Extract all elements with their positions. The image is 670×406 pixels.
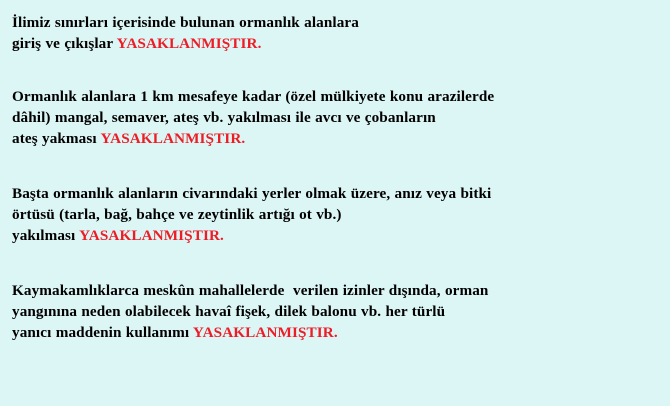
text-line: [12, 225, 662, 246]
highlighted-text-run: YASAKLANMIŞTIR.: [79, 227, 224, 244]
text-line: [12, 280, 662, 301]
highlighted-text-run: YASAKLANMIŞTIR.: [100, 130, 246, 147]
text-line: [12, 183, 662, 204]
text-line: [12, 322, 662, 343]
text-run: dâhil) mangal, semaver, ateş vb. yakılması ile avcı ve çobanların: [12, 109, 436, 126]
text-run: yakılması: [12, 227, 80, 244]
text-run: Ormanlık alanlara 1 km mesafeye kadar (özel mülkiyete konu arazilerde: [12, 88, 495, 105]
text-run: örtüsü (tarla, bağ, bahçe ve zeytinlik artığı ot vb.): [12, 206, 342, 223]
text-run: İlimiz sınırları içerisinde bulunan ormanlık alanlara: [12, 14, 359, 31]
text-run: yanıcı maddenin kullanımı: [12, 324, 193, 341]
paragraph-ban-fire-within-1km: [12, 86, 662, 149]
text-line: [12, 128, 662, 149]
text-run: ateş yakması: [12, 130, 101, 147]
text-run: yangınına neden olabilecek havaî fişek, dilek balonu vb. her türlü: [12, 303, 446, 320]
text-run: giriş ve çıkışlar: [12, 35, 117, 52]
text-line: [12, 12, 662, 33]
text-line: [12, 33, 662, 54]
text-run: Başta ormanlık alanların civarındaki yerler olmak üzere, anız veya bitki: [12, 185, 492, 202]
text-line: [12, 204, 662, 225]
text-run: Kaymakamlıklarca meskûn mahallelerde verilen izinler dışında, orman: [12, 282, 489, 299]
text-line: [12, 301, 662, 322]
paragraph-ban-stubble-burning: [12, 183, 662, 246]
paragraph-ban-fireworks-lanterns: [12, 280, 662, 343]
paragraph-ban-forest-entry: [12, 12, 662, 54]
highlighted-text-run: YASAKLANMIŞTIR.: [192, 324, 338, 341]
highlighted-text-run: YASAKLANMIŞTIR.: [116, 35, 262, 52]
text-line: [12, 86, 662, 107]
text-line: [12, 107, 662, 128]
